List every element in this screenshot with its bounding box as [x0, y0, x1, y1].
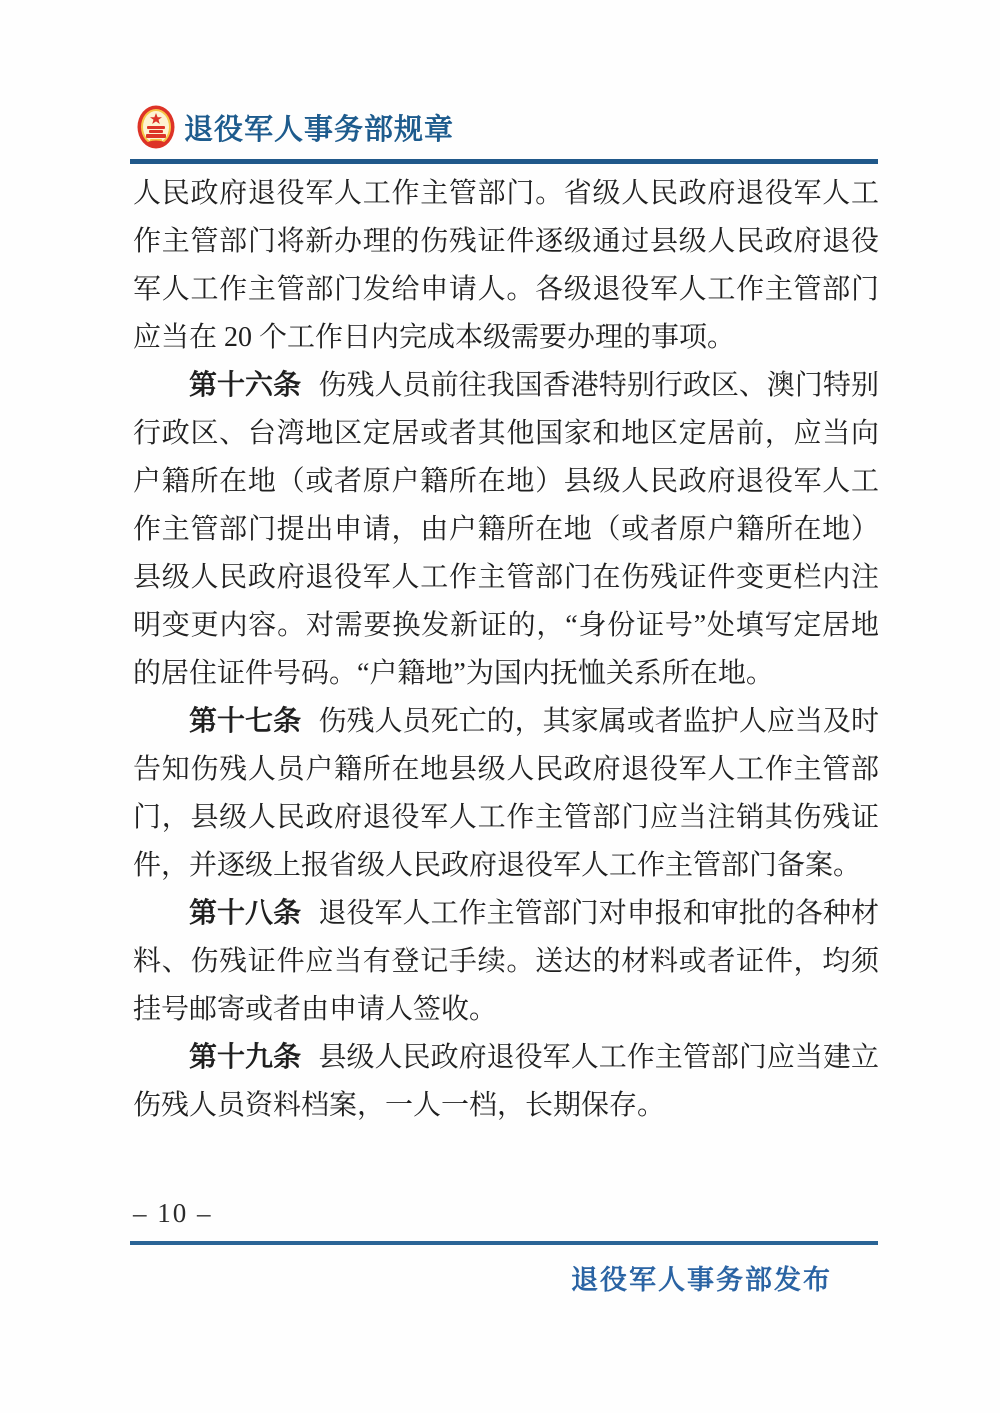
- header-rule: [130, 159, 878, 164]
- paragraph-text: 伤残人员死亡的，其家属或者监护人应当及时告知伤残人员户籍所在地县级人民政府退役军人工作主管部门，县级人民政府退役军人工作主管部门应当注销其伤残证件，并逐级上报省级人民政府退役军人工作主管部门备案。: [133, 706, 879, 881]
- paragraph-text: 退役军人工作主管部门对申报和审批的各种材料、伤残证件应当有登记手续。送达的材料或者证件，均须挂号邮寄或者由申请人签收。: [133, 898, 879, 1025]
- article-heading: 第十七条: [189, 706, 302, 737]
- article-heading: 第十九条: [189, 1042, 302, 1073]
- body-paragraph: [133, 170, 879, 362]
- paragraph-text: 县级人民政府退役军人工作主管部门应当建立伤残人员资料档案，一人一档，长期保存。: [133, 1042, 879, 1121]
- article-heading: 第十六条: [189, 370, 302, 401]
- body-paragraph: [133, 362, 879, 698]
- national-emblem-icon: [137, 105, 175, 149]
- paragraph-text: 伤残人员前往我国香港特别行政区、澳门特别行政区、台湾地区定居或者其他国家和地区定居前，应当向户籍所在地（或者原户籍所在地）县级人民政府退役军人工作主管部门提出申请，由户籍所在地（或者原户籍所在地）县级人民政府退役军人工作主管部门在伤残证件变更栏内注明变更内容。对需要换发新证的，“身份证号”处填写定居地的居住证件号码。“户籍地”为国内抚恤关系所在地。: [133, 370, 879, 689]
- document-body: [133, 170, 879, 1130]
- page-header: [137, 103, 454, 151]
- page-title: 退役军人事务部规章: [184, 113, 455, 146]
- body-paragraph: [133, 1034, 879, 1130]
- footer-rule: [130, 1241, 878, 1245]
- body-paragraph: [133, 698, 879, 890]
- article-heading: 第十八条: [189, 898, 302, 929]
- page-number: – 10 –: [133, 1198, 213, 1228]
- body-paragraph: [133, 890, 879, 1034]
- paragraph-text: 人民政府退役军人工作主管部门。省级人民政府退役军人工作主管部门将新办理的伤残证件逐级通过县级人民政府退役军人工作主管部门发给申请人。各级退役军人工作主管部门应当在 20 个工作日内完成本级需要办理的事项。: [133, 178, 879, 353]
- publisher-label: 退役军人事务部发布: [571, 1265, 832, 1295]
